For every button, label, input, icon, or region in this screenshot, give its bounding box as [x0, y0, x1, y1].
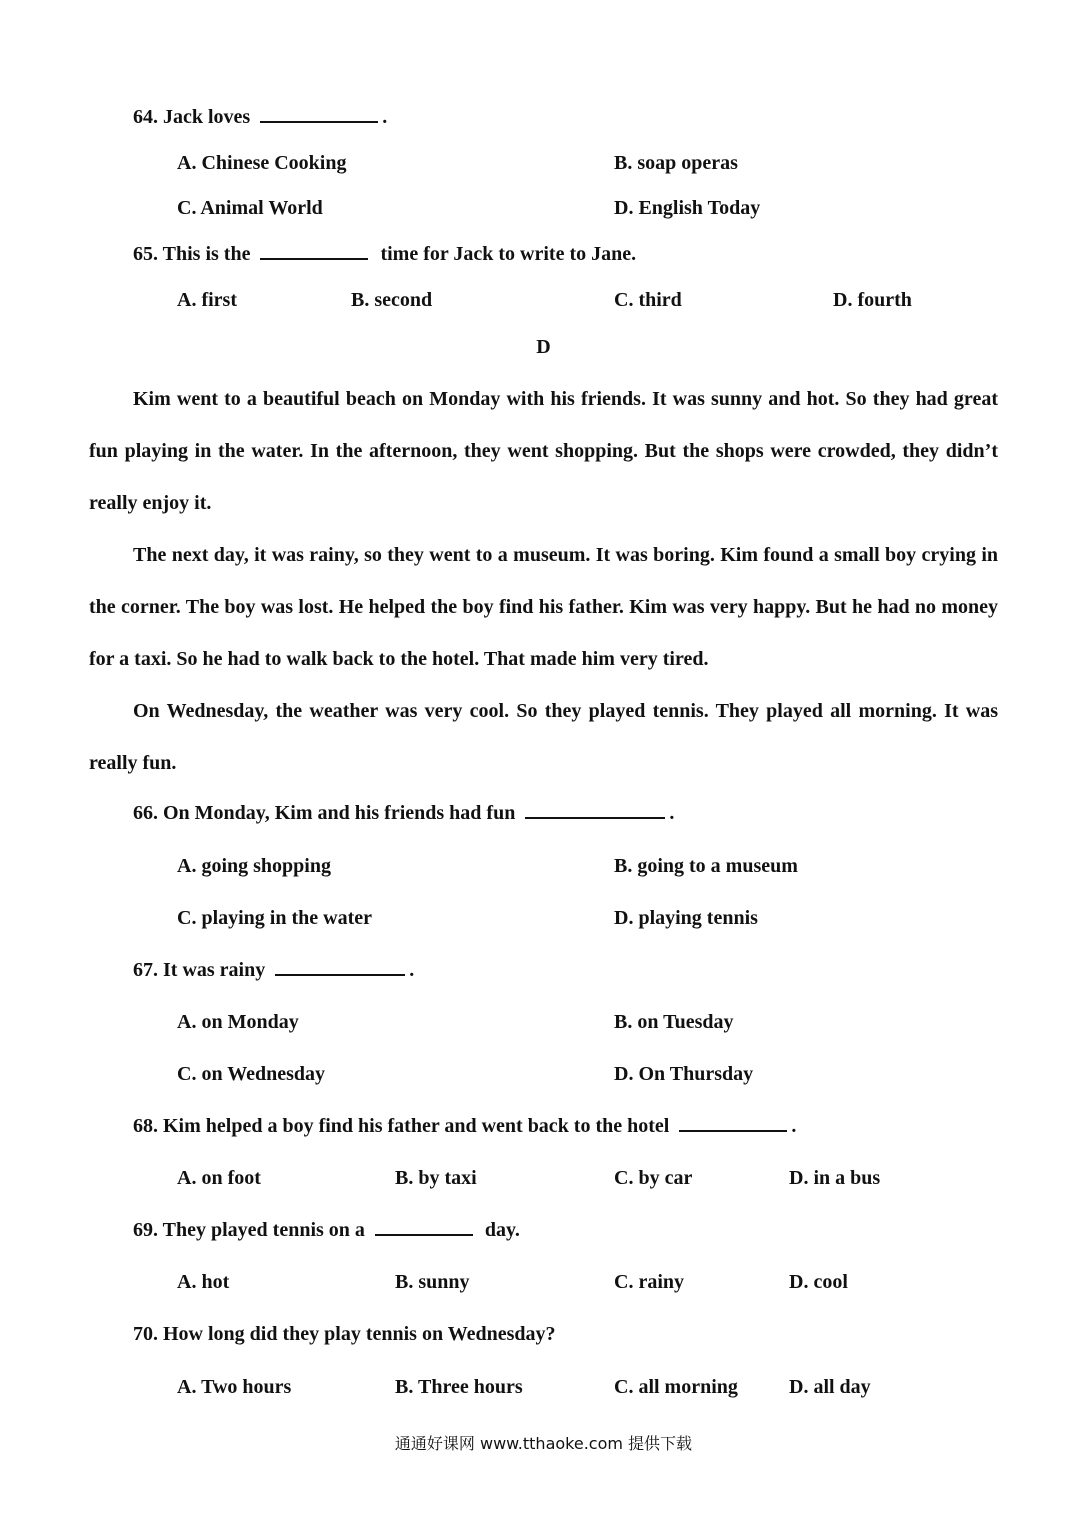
option-c: C. Animal World: [177, 197, 323, 219]
option-a: A. on Monday: [177, 1011, 299, 1033]
answer-blank: [375, 1233, 473, 1236]
passage-paragraph-1: Kim went to a beautiful beach on Monday with his friends. It was sunny and hot. So they had great fun playing in the water. In the afternoon, they went shopping. But the shops were crowded, they didn’t really enjoy it.: [89, 388, 998, 514]
option-c: C. by car: [614, 1167, 693, 1189]
option-c: C. rainy: [614, 1271, 684, 1293]
option-b: B. sunny: [395, 1271, 470, 1293]
option-b: B. going to a museum: [614, 855, 798, 877]
question-65: 65. This is the time for Jack to write to Jane.: [133, 243, 637, 265]
question-stem: 64. Jack loves: [133, 106, 251, 128]
question-68: 68. Kim helped a boy find his father and went back to the hotel .: [133, 1115, 797, 1137]
option-c: C. third: [614, 289, 682, 311]
passage-paragraph-3: On Wednesday, the weather was very cool. So they played tennis. They played all morning. It was really fun.: [89, 700, 998, 774]
option-c: C. on Wednesday: [177, 1063, 326, 1085]
option-d: D. playing tennis: [614, 907, 758, 929]
option-d: D. cool: [789, 1271, 848, 1293]
option-a: A. hot: [177, 1271, 230, 1293]
answer-blank: [275, 973, 405, 976]
option-b: B. soap operas: [614, 152, 738, 174]
option-d: D. English Today: [614, 197, 761, 219]
option-d: D. On Thursday: [614, 1063, 754, 1085]
option-d: D. fourth: [833, 289, 912, 311]
option-a: A. on foot: [177, 1167, 261, 1189]
option-d: D. in a bus: [789, 1167, 881, 1189]
question-69: 69. They played tennis on a day.: [133, 1219, 520, 1241]
question-67: 67. It was rainy .: [133, 959, 415, 981]
answer-blank: [260, 120, 378, 123]
answer-blank: [525, 816, 665, 819]
section-heading: D: [536, 336, 551, 358]
question-stem: 65. This is the: [133, 243, 251, 265]
option-b: B. Three hours: [395, 1376, 523, 1398]
question-stem: 69. They played tennis on a: [133, 1219, 365, 1241]
question-66: 66. On Monday, Kim and his friends had fun .: [133, 802, 675, 824]
option-a: A. going shopping: [177, 855, 331, 877]
option-c: C. all morning: [614, 1376, 738, 1398]
question-stem: 68. Kim helped a boy find his father and went back to the hotel: [133, 1115, 670, 1137]
page-footer: 通通好课网 www.tthaoke.com 提供下载: [394, 1434, 693, 1453]
option-b: B. on Tuesday: [614, 1011, 734, 1033]
option-a: A. Chinese Cooking: [177, 152, 347, 174]
option-c: C. playing in the water: [177, 907, 372, 929]
question-64: 64. Jack loves .: [133, 106, 388, 128]
question-70: 70. How long did they play tennis on Wednesday?: [133, 1323, 556, 1345]
answer-blank: [679, 1129, 787, 1132]
option-b: B. by taxi: [395, 1167, 477, 1189]
option-a: A. Two hours: [177, 1376, 292, 1398]
passage-paragraph-2: The next day, it was rainy, so they went to a museum. It was boring. Kim found a small boy crying in the corner. The boy was lost. He helped the boy find his father. Kim was very happy. But he had no money for a taxi. So he had to walk back to the hotel. That made him very tired.: [89, 544, 998, 670]
option-a: A. first: [177, 289, 237, 311]
question-stem: 67. It was rainy: [133, 959, 266, 981]
answer-blank: [260, 257, 368, 260]
option-d: D. all day: [789, 1376, 871, 1398]
question-stem: 66. On Monday, Kim and his friends had fun: [133, 802, 516, 824]
option-b: B. second: [351, 289, 433, 311]
